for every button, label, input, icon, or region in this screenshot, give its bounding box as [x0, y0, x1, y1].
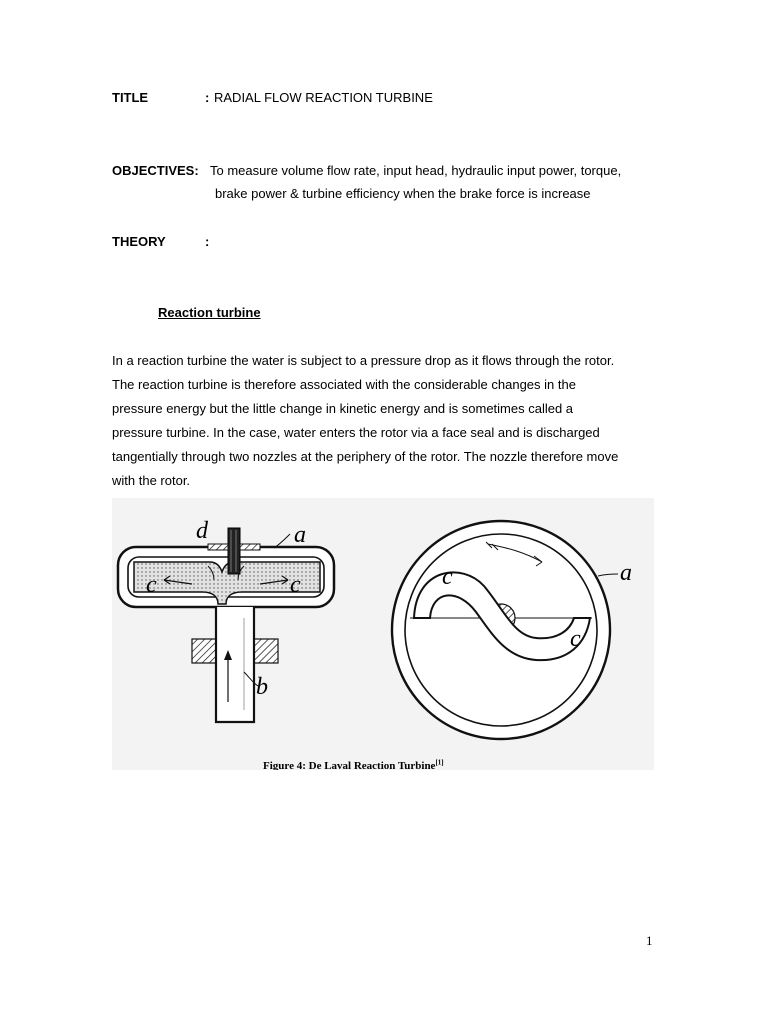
paragraph-line: The reaction turbine is therefore associated with the considerable changes in the	[112, 377, 576, 392]
objectives-line-1: To measure volume flow rate, input head, hydraulic input power, torque,	[210, 163, 622, 178]
plan-view	[392, 521, 632, 739]
paragraph-line: tangentially through two nozzles at the periphery of the rotor. The nozzle therefore move	[112, 449, 619, 464]
paragraph-line: with the rotor.	[112, 473, 191, 488]
label-b: b	[256, 674, 268, 700]
objectives-label: OBJECTIVES:	[112, 163, 199, 178]
theory-label: THEORY	[112, 234, 166, 249]
theory-paragraph	[112, 349, 672, 493]
title-value: RADIAL FLOW REACTION TURBINE	[214, 90, 433, 105]
turbine-diagram	[112, 498, 654, 770]
turbine-figure	[112, 498, 654, 770]
page-number: 1	[646, 933, 653, 948]
label-c: c	[290, 572, 301, 598]
paragraph-line: pressure energy but the little change in kinetic energy and is sometimes called a	[112, 401, 574, 416]
theory-colon: :	[205, 234, 210, 249]
caption-text: Figure 4: De Laval Reaction Turbine	[263, 760, 436, 770]
objectives-line-2: brake power & turbine efficiency when the brake force is increase	[215, 186, 591, 201]
caption-reference: [1]	[435, 758, 444, 767]
label-c: c	[570, 626, 581, 652]
label-a: a	[620, 560, 632, 586]
title-colon: :	[205, 90, 210, 105]
label-c: c	[442, 564, 453, 590]
figure-caption	[263, 758, 543, 770]
label-a: a	[294, 522, 306, 548]
section-view	[118, 518, 334, 722]
section-heading: Reaction turbine	[158, 305, 261, 320]
label-d: d	[196, 518, 208, 544]
label-c: c	[146, 572, 157, 598]
paragraph-line: pressure turbine. In the case, water enters the rotor via a face seal and is discharged	[112, 425, 600, 440]
paragraph-line: In a reaction turbine the water is subject to a pressure drop as it flows through the rotor.	[112, 353, 615, 368]
title-label: TITLE	[112, 90, 149, 105]
